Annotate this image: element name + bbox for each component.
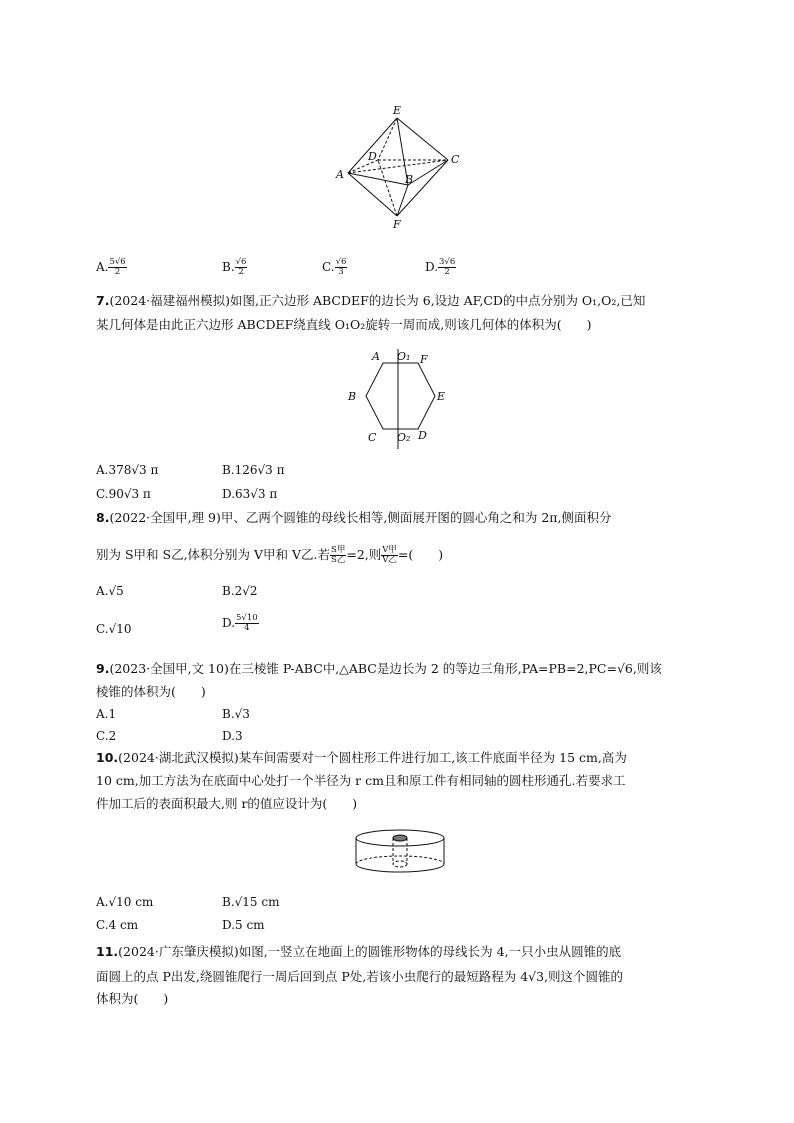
q7-option-c[interactable]: C.90√3 π — [96, 487, 151, 501]
q9-option-d[interactable]: D.3 — [222, 729, 243, 743]
q8-option-b[interactable]: B.2√2 — [222, 584, 258, 598]
q10-option-d[interactable]: D.5 cm — [222, 918, 265, 932]
q11-line1: 11.(2024·广东肇庆模拟)如图,一竖立在地面上的圆锥形物体的母线长为 4,一只小虫从圆锥的底 — [96, 944, 622, 959]
label-F: F — [393, 218, 401, 231]
q7-line1: 7.(2024·福建福州模拟)如图,正六边形 ABCDEF的边长为 6,设边 AF,CD的中点分别为 O₁,O₂,已知 — [96, 293, 646, 308]
q7-line2: 某几何体是由此正六边形 ABCDEF绕直线 O₁O₂旋转一周而成,则该几何体的体积为( ) — [96, 317, 592, 332]
q6-option-b[interactable]: B. $\frac{√6}{2}$ — [222, 257, 247, 277]
label-E: E — [393, 104, 402, 117]
hexagon-figure — [340, 345, 450, 455]
hex-label-A: A — [372, 350, 380, 363]
q9-option-c[interactable]: C.2 — [96, 729, 117, 743]
q8-line1: 8.(2022·全国甲,理 9)甲、乙两个圆锥的母线长相等,侧面展开图的圆心角之和为 2π,侧面积分 — [96, 510, 612, 525]
hex-label-O2: O₂ — [397, 431, 411, 444]
q8-line2: 别为 S甲和 S乙,体积分别为 V甲和 V乙.若 $\frac{\text{S甲}}{\text{S乙}}$ =2,则 $\frac{\text{V甲}}{\text{V乙}}$ =( ) — [96, 545, 444, 565]
cylinder-figure — [353, 827, 447, 875]
q10-option-b[interactable]: B.√15 cm — [222, 895, 280, 909]
q11-line2: 面圆上的点 P出发,绕圆锥爬行一周后回到点 P处,若该小虫爬行的最短路程为 4√3,则这个圆锥的 — [96, 969, 624, 984]
q9-line1: 9.(2023·全国甲,文 10)在三棱锥 P-ABC中,△ABC是边长为 2 的等边三角形,PA=PB=2,PC=√6,则该 — [96, 661, 662, 676]
q8-option-d[interactable]: D. $\frac{5√10}{4}$ — [222, 613, 258, 633]
label-C: C — [451, 153, 460, 166]
label-B: B — [405, 173, 414, 186]
q11-line3: 体积为( ) — [96, 991, 169, 1006]
q10-option-c[interactable]: C.4 cm — [96, 918, 139, 932]
q8-option-c[interactable]: C.√10 — [96, 622, 132, 636]
q7-option-a[interactable]: A.378√3 π — [96, 463, 159, 477]
label-A: A — [336, 168, 344, 181]
q7-option-d[interactable]: D.63√3 π — [222, 487, 278, 501]
hex-label-B: B — [348, 390, 357, 403]
hex-label-D: D — [418, 429, 427, 442]
hex-label-F: F — [420, 353, 428, 366]
q6-option-a[interactable]: A. $\frac{5√6}{2}$ — [96, 257, 126, 277]
q8-option-a[interactable]: A.√5 — [96, 584, 124, 598]
q10-line1: 10.(2024·湖北武汉模拟)某车间需要对一个圆柱形工件进行加工,该工件底面半径为 15 cm,高为 — [96, 750, 627, 765]
hex-label-O1: O₁ — [397, 350, 411, 363]
q10-option-a[interactable]: A.√10 cm — [96, 895, 154, 909]
q9-option-a[interactable]: A.1 — [96, 707, 117, 721]
q9-line2: 棱锥的体积为( ) — [96, 684, 206, 699]
hex-label-C: C — [368, 431, 377, 444]
q9-option-b[interactable]: B.√3 — [222, 707, 250, 721]
octahedron-figure — [330, 100, 470, 235]
q7-option-b[interactable]: B.126√3 π — [222, 463, 285, 477]
label-D: D — [368, 150, 377, 163]
q6-option-d[interactable]: D. $\frac{3√6}{2}$ — [425, 257, 456, 277]
q6-option-c[interactable]: C. $\frac{√6}{3}$ — [322, 257, 347, 277]
hex-label-E: E — [437, 390, 446, 403]
q10-line2: 10 cm,加工方法为在底面中心处打一个半径为 r cm且和原工件有相同轴的圆柱形通孔.若要求工 — [96, 773, 626, 788]
q10-line3: 件加工后的表面积最大,则 r的值应设计为( ) — [96, 796, 358, 811]
